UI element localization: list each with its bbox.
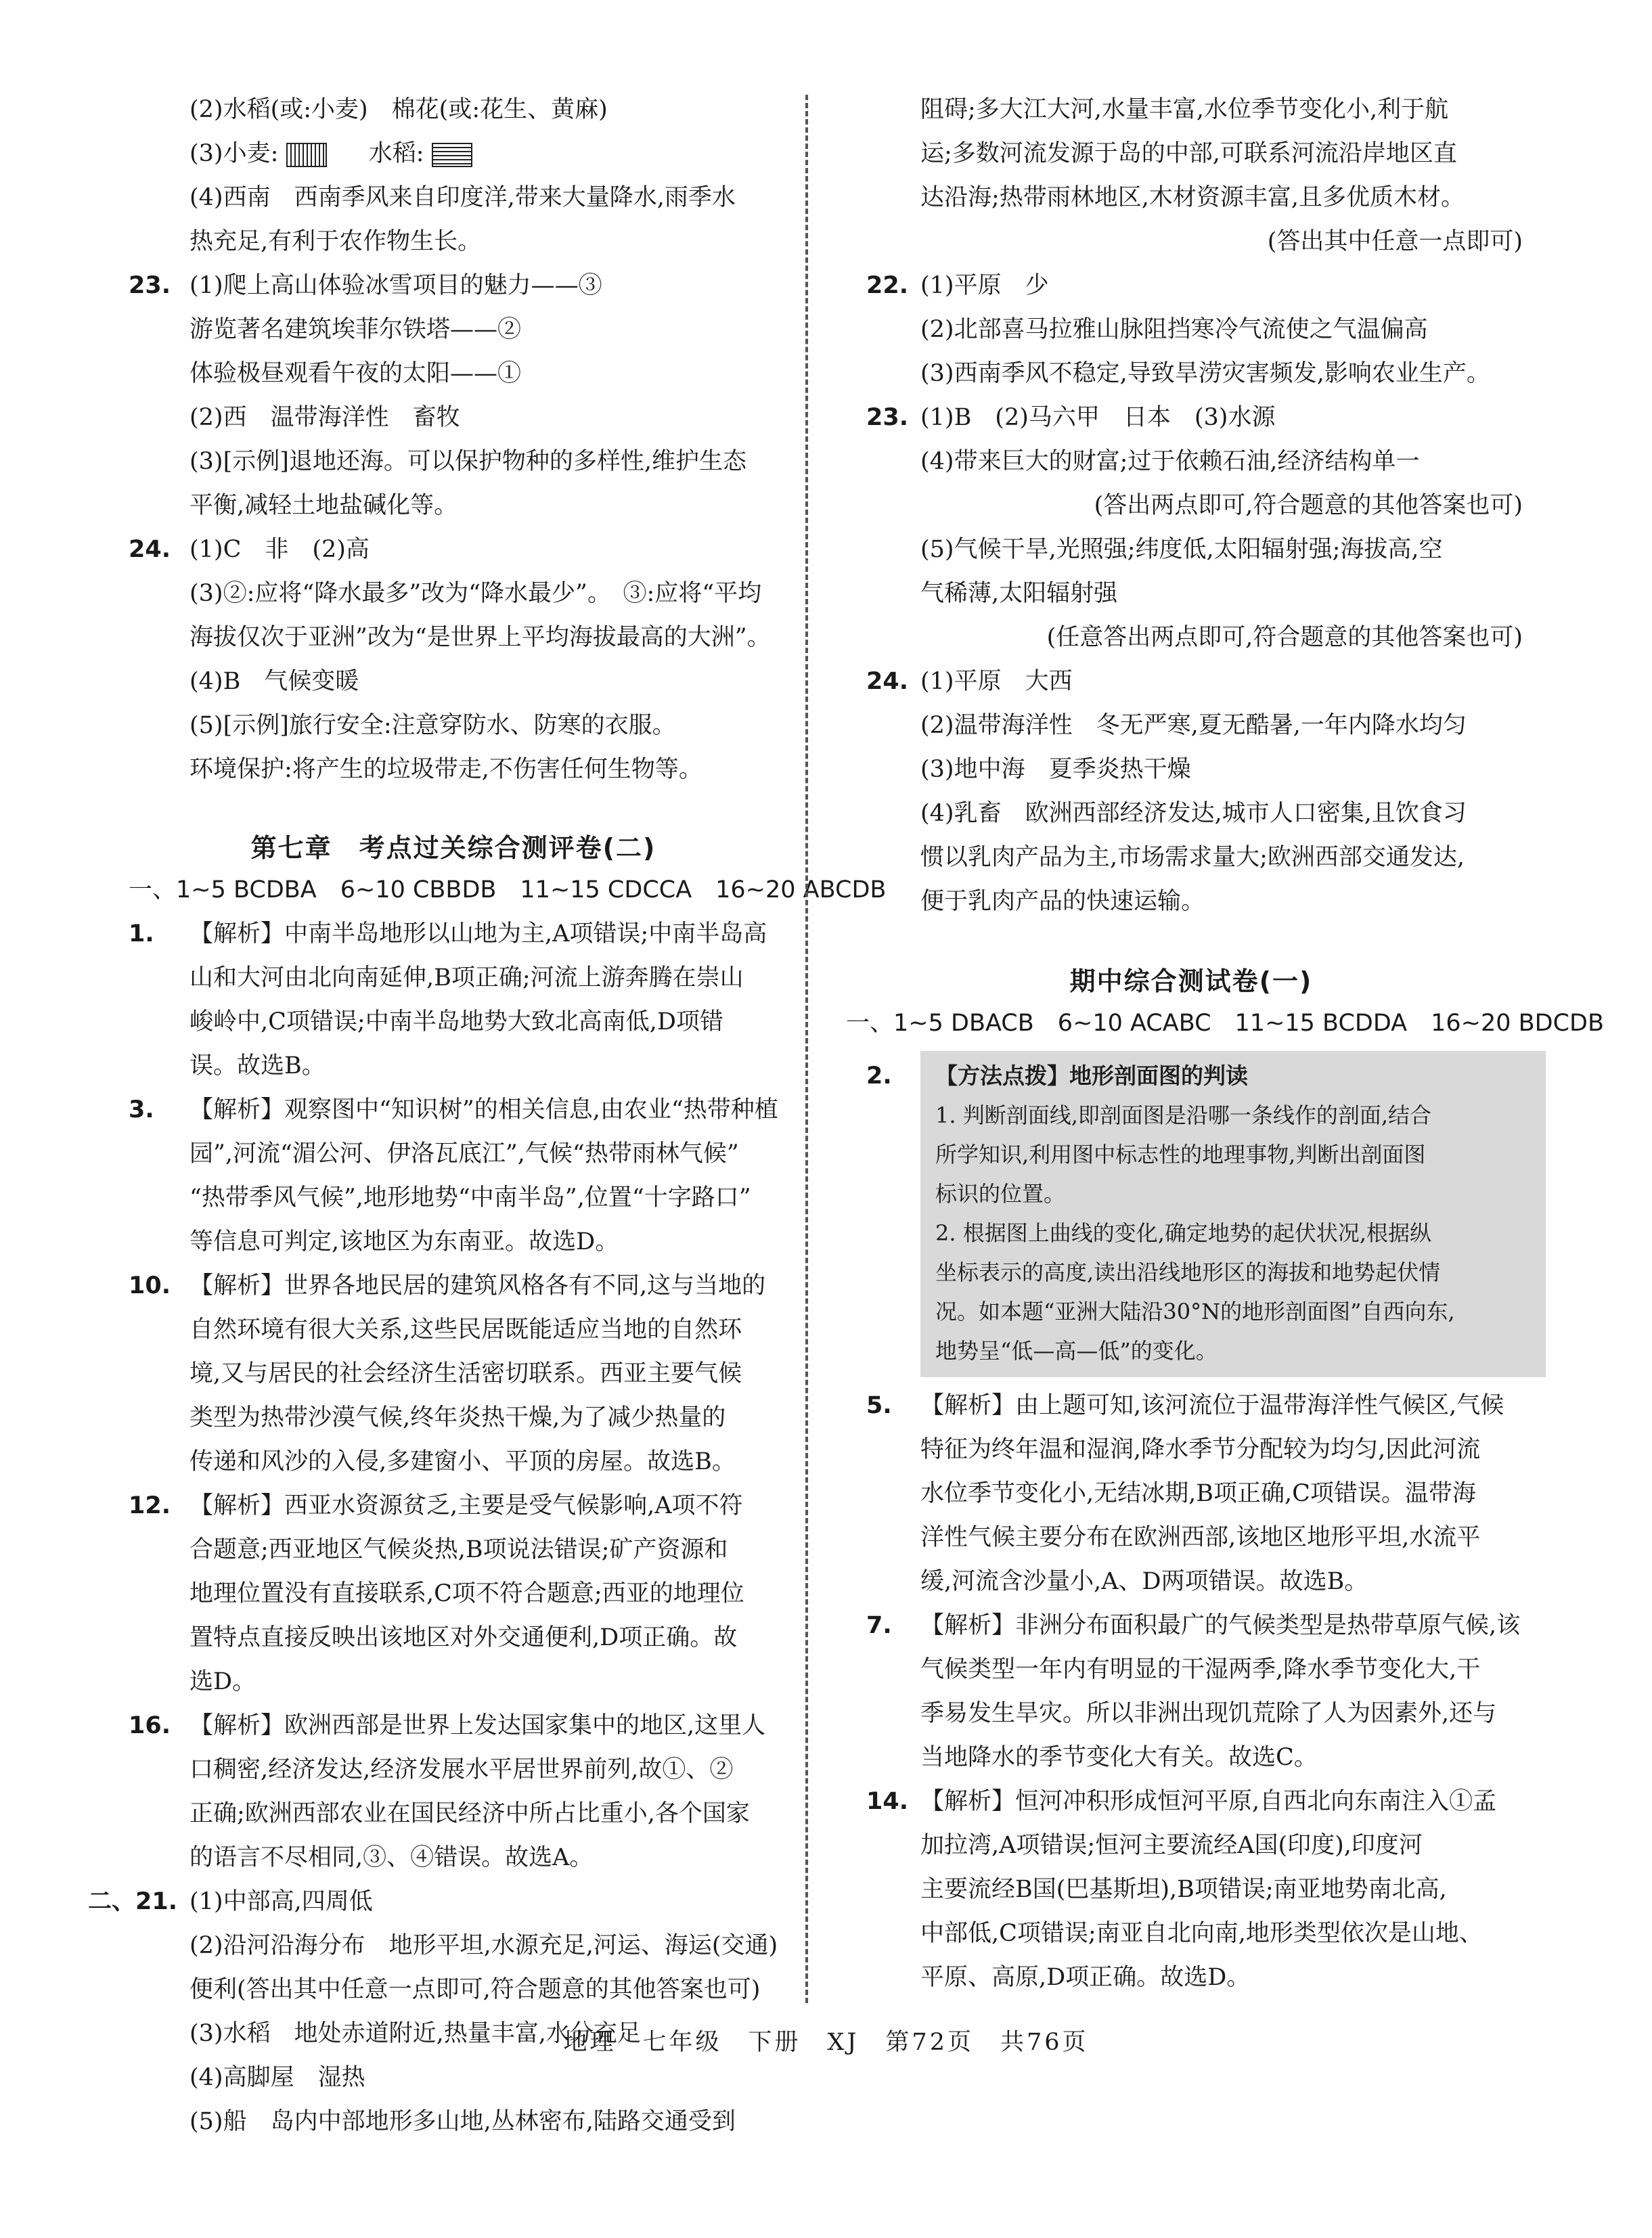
explanation-12 — [129, 1484, 778, 1704]
text-line: 【解析】欧洲西部是世界上发达国家集中的地区,这里人 — [189, 1712, 766, 1739]
text-line: 置特点直接反映出该地区对外交通便利,D项正确。故 — [189, 1624, 738, 1651]
question-23 — [860, 396, 1523, 660]
text-line: 口稠密,经济发达,经济发展水平居世界前列,故①、② — [189, 1756, 734, 1783]
tip-line: 况。如本题“亚洲大陆沿30°N的地形剖面图”自西向东, — [935, 1299, 1455, 1324]
answer-key-row: 一、1~5 BCDBA 6~10 CBBDB 11~15 CDCCA 16~20 ABCDB — [129, 876, 887, 903]
question-number: 24. — [866, 668, 909, 695]
text-line: (2)水稻(或:小麦) 棉花(或:花生、黄麻) — [189, 96, 608, 123]
text-line: 环境保护:将产生的垃圾带走,不伤害任何生物等。 — [189, 756, 702, 783]
text-line: (2)西 温带海洋性 畜牧 — [189, 404, 460, 431]
question-22 — [860, 264, 1523, 396]
wheat-label: (3)小麦: — [189, 140, 279, 167]
explanation-10 — [129, 1264, 778, 1484]
explanation-3 — [129, 1088, 778, 1264]
text-line: (4)带来巨大的财富;过于依赖石油,经济结构单一 — [920, 448, 1420, 475]
tip-line: 1. 判断剖面线,即剖面图是沿哪一条线作的剖面,结合 — [935, 1102, 1432, 1128]
text-line: (5)气候干旱,光照强;纬度低,太阳辐射强;海拔高,空 — [920, 536, 1443, 563]
text-line: (1)平原 大西 — [920, 668, 1073, 695]
text-line: (3)[示例]退地还海。可以保护物种的多样性,维护生态 — [189, 448, 747, 475]
tip-line: 2. 根据图上曲线的变化,确定地势的起伏状况,根据纵 — [935, 1220, 1432, 1246]
text-line: (1)C 非 (2)高 — [189, 536, 370, 563]
text-line: 平衡,减轻土地盐碱化等。 — [189, 492, 458, 519]
explanation-14 — [860, 1780, 1523, 2000]
method-tip-2 — [860, 1051, 1523, 1377]
answer-note: (答出两点即可,符合题意的其他答案也可) — [1094, 492, 1523, 519]
text-line: (2)沿河沿海分布 地形平坦,水源充足,河运、海运(交通) — [189, 1932, 778, 1959]
question-number: 24. — [129, 536, 171, 563]
text-line: 特征为终年温和湿润,降水季节分配较为均匀,因此河流 — [920, 1436, 1481, 1463]
text-line: (1)B (2)马六甲 日本 (3)水源 — [920, 404, 1276, 431]
text-line: (4)高脚屋 湿热 — [189, 2064, 365, 2091]
text-line: 达沿海;热带雨林地区,木材资源丰富,且多优质木材。 — [920, 184, 1465, 211]
text-line: 选D。 — [189, 1668, 256, 1695]
text-line: (3)地中海 夏季炎热干燥 — [920, 756, 1191, 783]
answer-note: (答出其中任意一点即可) — [1267, 228, 1523, 255]
text-line: 的语言不尽相同,③、④错误。故选A。 — [189, 1844, 594, 1871]
explanation-1 — [129, 912, 778, 1088]
text-line: (1)爬上高山体验冰雪项目的魅力——③ — [189, 272, 602, 299]
text-line: 【解析】世界各地民居的建筑风格各有不同,这与当地的 — [189, 1272, 766, 1299]
text-line: 【解析】恒河冲积形成恒河平原,自西北向东南注入①孟 — [920, 1788, 1497, 1815]
text-line: 海拔仅次于亚洲”改为“是世界上平均海拔最高的大洲”。 — [189, 624, 771, 651]
question-number: 10. — [129, 1272, 171, 1299]
rice-label: 水稻: — [368, 140, 424, 167]
text-line: (1)中部高,四周低 — [189, 1888, 373, 1915]
text-line: 【解析】西亚水资源贫乏,主要是受气候影响,A项不符 — [189, 1492, 743, 1519]
question-number: 16. — [129, 1712, 171, 1739]
text-line: 【解析】观察图中“知识树”的相关信息,由农业“热带种植 — [189, 1096, 778, 1123]
text-line: 正确;欧洲西部农业在国民经济中所占比重小,各个国家 — [189, 1800, 750, 1827]
text-line: (2)北部喜马拉雅山脉阻挡寒冷气流使之气温偏高 — [920, 316, 1428, 343]
text-line: 便利(答出其中任意一点即可,符合题意的其他答案也可) — [189, 1976, 761, 2003]
question-24 — [860, 660, 1523, 924]
tip-line: 坐标表示的高度,读出沿线地形区的海拔和地势起伏情 — [935, 1259, 1441, 1285]
question-number: 14. — [866, 1788, 909, 1815]
text-line: 阻碍;多大江大河,水量丰富,水位季节变化小,利于航 — [920, 96, 1449, 123]
text-line: 洋性气候主要分布在欧洲西部,该地区地形平坦,水流平 — [920, 1524, 1481, 1551]
question-number: 3. — [129, 1096, 154, 1123]
text-line: 运;多数河流发源于岛的中部,可联系河流沿岸地区直 — [920, 140, 1457, 167]
text-line: 类型为热带沙漠气候,终年炎热干燥,为了减少热量的 — [189, 1404, 726, 1431]
text-line: (3)②:应将“降水最多”改为“降水最少”。 ③:应将“平均 — [189, 580, 762, 607]
text-line: 体验极昼观看午夜的太阳——① — [189, 360, 522, 387]
chapter-title: 第七章 考点过关综合测评卷(二) — [250, 833, 656, 863]
text-line: 峻岭中,C项错误;中南半岛地势大致北高南低,D项错 — [189, 1008, 723, 1035]
horizontal-hatch-icon — [432, 143, 472, 167]
text-line: 等信息可判定,该地区为东南亚。故选D。 — [189, 1228, 619, 1255]
text-line: (4)乳畜 欧洲西部经济发达,城市人口密集,且饮食习 — [920, 800, 1467, 827]
text-line: 气候类型一年内有明显的干湿两季,降水季节变化大,干 — [920, 1656, 1481, 1683]
question-number: 2. — [866, 1062, 892, 1090]
text-line: 主要流经B国(巴基斯坦),B项错误;南亚地势南北高, — [920, 1876, 1447, 1903]
right-column — [846, 88, 1605, 2000]
question-number: 1. — [129, 920, 154, 947]
text-line: 平原、高原,D项正确。故选D。 — [920, 1964, 1251, 1991]
text-line: 便于乳肉产品的快速运输。 — [920, 888, 1205, 915]
midterm-title: 期中综合测试卷(一) — [1069, 966, 1313, 996]
question-21 — [88, 1880, 778, 2144]
question-number: 二、21. — [88, 1888, 178, 1915]
method-tip-box — [920, 1051, 1546, 1377]
column-divider — [805, 95, 808, 2003]
answer-note: (任意答出两点即可,符合题意的其他答案也可) — [1046, 624, 1523, 651]
text-line: 地理位置没有直接联系,C项不符合题意;西亚的地理位 — [189, 1580, 744, 1607]
question-23 — [129, 264, 778, 528]
text-line: 合题意;西亚地区气候炎热,B项说法错误;矿产资源和 — [189, 1536, 728, 1563]
text-line: 境,又与居民的社会经济生活密切联系。西亚主要气候 — [189, 1360, 742, 1387]
text-line: 惯以乳肉产品为主,市场需求量大;欧洲西部交通发达, — [920, 844, 1465, 871]
explanation-7 — [860, 1604, 1523, 1780]
text-line: (4)西南 西南季风来自印度洋,带来大量降水,雨季水 — [189, 184, 736, 211]
text-line: “热带季风气候”,地形地势“中南半岛”,位置“十字路口” — [189, 1184, 751, 1211]
question-24 — [129, 528, 778, 792]
text-line: (1)平原 少 — [920, 272, 1049, 299]
text-line: 热充足,有利于农作物生长。 — [189, 228, 482, 255]
text-line: (3)水稻 地处赤道附近,热量丰富,水分充足 — [189, 2020, 641, 2047]
text-line: 水位季节变化小,无结冰期,B项正确,C项错误。温带海 — [920, 1480, 1476, 1507]
text-line: 【解析】中南半岛地形以山地为主,A项错误;中南半岛高 — [189, 920, 767, 947]
question-number: 12. — [129, 1492, 171, 1519]
text-line: 【解析】非洲分布面积最广的气候类型是热带草原气候,该 — [920, 1612, 1521, 1639]
text-line: 传递和风沙的入侵,多建窗小、平顶的房屋。故选B。 — [189, 1448, 736, 1475]
text-line: 园”,河流“湄公河、伊洛瓦底江”,气候“热带雨林气候” — [189, 1140, 739, 1167]
text-line: 当地降水的季节变化大有关。故选C。 — [920, 1744, 1318, 1771]
tip-line: 所学知识,利用图中标志性的地理事物,判断出剖面图 — [935, 1142, 1426, 1167]
page-footer: 地理 七年级 下册 XJ 第72页 共76页 — [563, 2029, 1089, 2056]
vertical-hatch-icon — [286, 143, 327, 167]
text-line: 加拉湾,A项错误;恒河主要流经A国(印度),印度河 — [920, 1832, 1423, 1859]
text-line: 游览著名建筑埃菲尔铁塔——② — [189, 316, 522, 343]
question-number: 7. — [866, 1612, 892, 1639]
tip-line: 地势呈“低—高—低”的变化。 — [935, 1338, 1218, 1364]
text-line: (4)B 气候变暖 — [189, 668, 359, 695]
text-line: 【解析】由上题可知,该河流位于温带海洋性气候区,气候 — [920, 1392, 1504, 1419]
explanation-5 — [860, 1384, 1523, 1604]
explanation-16 — [129, 1704, 778, 1880]
text-line: (2)温带海洋性 冬无严寒,夏无酷暑,一年内降水均匀 — [920, 712, 1467, 739]
question-number: 5. — [866, 1392, 892, 1419]
text-line: 中部低,C项错误;南亚自北向南,地形类型依次是山地、 — [920, 1920, 1483, 1947]
rice-wheat-legend-line — [129, 132, 778, 176]
text-line: 缓,河流含沙量小,A、D两项错误。故选B。 — [920, 1568, 1368, 1595]
text-line: 误。故选B。 — [189, 1052, 326, 1079]
text-line: (3)西南季风不稳定,导致旱涝灾害频发,影响农业生产。 — [920, 360, 1490, 387]
text-line: 气稀薄,太阳辐射强 — [920, 580, 1118, 607]
text-line: 自然环境有很大关系,这些民居既能适应当地的自然环 — [189, 1316, 742, 1343]
text-line: (5)船 岛内中部地形多山地,丛林密布,陆路交通受到 — [189, 2108, 736, 2135]
text-line: 季易发生旱灾。所以非洲出现饥荒除了人为因素外,还与 — [920, 1700, 1497, 1727]
tip-heading: 【方法点拨】地形剖面图的判读 — [935, 1062, 1248, 1089]
question-number: 22. — [866, 272, 909, 299]
text-line: 山和大河由北向南延伸,B项正确;河流上游奔腾在崇山 — [189, 964, 744, 991]
tip-line: 标识的位置。 — [935, 1181, 1066, 1207]
text-line: (5)[示例]旅行安全:注意穿防水、防寒的衣服。 — [189, 712, 676, 739]
question-number: 23. — [129, 272, 171, 299]
question-number: 23. — [866, 404, 909, 431]
answer-key-row: 一、1~5 DBACB 6~10 ACABC 11~15 BCDDA 16~20 BDCDB — [846, 1010, 1605, 1037]
